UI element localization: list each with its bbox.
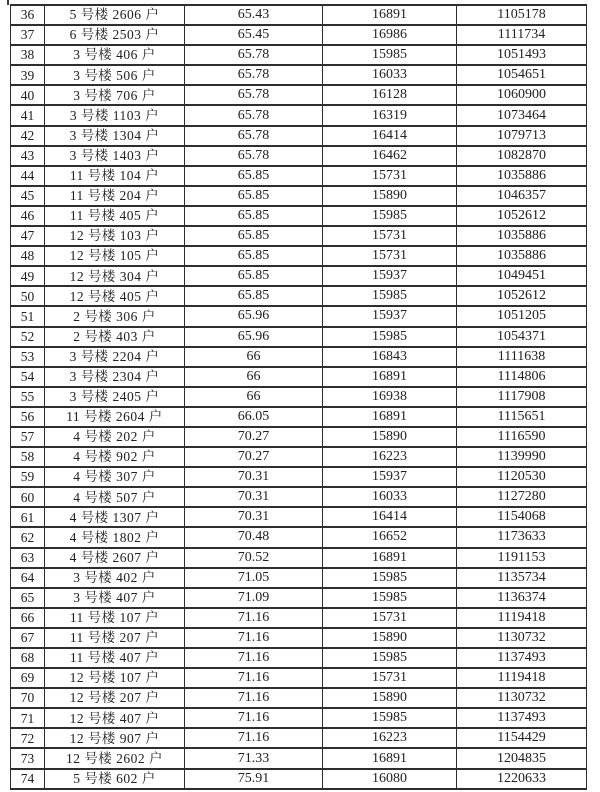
cell-name: 11 号楼 204 户 bbox=[45, 186, 185, 206]
cell-total: 1220633 bbox=[457, 769, 587, 789]
table-row bbox=[11, 286, 587, 306]
table-row bbox=[11, 266, 587, 286]
table-row bbox=[11, 327, 587, 347]
cell-area: 70.27 bbox=[185, 447, 323, 467]
cell-total: 1054371 bbox=[457, 327, 587, 347]
cell-price: 16986 bbox=[323, 25, 457, 45]
cell-num: 63 bbox=[11, 548, 45, 568]
cell-price: 15985 bbox=[323, 648, 457, 668]
cell-name: 4 号楼 902 户 bbox=[45, 447, 185, 467]
cell-area: 71.16 bbox=[185, 628, 323, 648]
cell-name: 12 号楼 2602 户 bbox=[45, 748, 185, 768]
cell-name: 3 号楼 406 户 bbox=[45, 45, 185, 65]
cell-area: 65.96 bbox=[185, 306, 323, 326]
cell-price: 16080 bbox=[323, 769, 457, 789]
cell-total: 1191153 bbox=[457, 548, 587, 568]
table-row bbox=[11, 568, 587, 588]
cell-total: 1051493 bbox=[457, 45, 587, 65]
table-row bbox=[11, 628, 587, 648]
cell-name: 3 号楼 506 户 bbox=[45, 65, 185, 85]
cell-price: 15731 bbox=[323, 246, 457, 266]
cell-area: 70.52 bbox=[185, 548, 323, 568]
cell-price: 15985 bbox=[323, 327, 457, 347]
cell-name: 11 号楼 107 户 bbox=[45, 608, 185, 628]
cell-total: 1052612 bbox=[457, 206, 587, 226]
cell-total: 1119418 bbox=[457, 608, 587, 628]
table-row bbox=[11, 246, 587, 266]
cell-total: 1120530 bbox=[457, 467, 587, 487]
cell-area: 65.78 bbox=[185, 45, 323, 65]
cropped-row-border-remnant bbox=[7, 0, 9, 5]
cell-num: 44 bbox=[11, 166, 45, 186]
cell-total: 1111638 bbox=[457, 347, 587, 367]
cell-price: 16652 bbox=[323, 527, 457, 547]
cell-price: 16891 bbox=[323, 367, 457, 387]
cell-name: 4 号楼 1307 户 bbox=[45, 507, 185, 527]
cell-area: 66 bbox=[185, 367, 323, 387]
table-row bbox=[11, 548, 587, 568]
table-row bbox=[11, 668, 587, 688]
cell-total: 1139990 bbox=[457, 447, 587, 467]
cell-num: 74 bbox=[11, 769, 45, 789]
cell-price: 15985 bbox=[323, 286, 457, 306]
cell-name: 12 号楼 405 户 bbox=[45, 286, 185, 306]
table-row bbox=[11, 527, 587, 547]
table-row bbox=[11, 206, 587, 226]
cell-total: 1060900 bbox=[457, 85, 587, 105]
cell-area: 65.45 bbox=[185, 25, 323, 45]
cell-total: 1119418 bbox=[457, 668, 587, 688]
cell-num: 43 bbox=[11, 146, 45, 166]
cell-total: 1154429 bbox=[457, 728, 587, 748]
cell-name: 3 号楼 1304 户 bbox=[45, 126, 185, 146]
cell-area: 66.05 bbox=[185, 407, 323, 427]
cell-num: 59 bbox=[11, 467, 45, 487]
cell-area: 65.96 bbox=[185, 327, 323, 347]
cell-price: 16462 bbox=[323, 146, 457, 166]
cell-name: 3 号楼 2304 户 bbox=[45, 367, 185, 387]
cell-num: 65 bbox=[11, 588, 45, 608]
cell-name: 3 号楼 2204 户 bbox=[45, 347, 185, 367]
cell-area: 66 bbox=[185, 347, 323, 367]
cell-price: 15937 bbox=[323, 467, 457, 487]
cell-name: 12 号楼 207 户 bbox=[45, 688, 185, 708]
table-row bbox=[11, 226, 587, 246]
price-table-body bbox=[11, 5, 587, 789]
cell-name: 12 号楼 103 户 bbox=[45, 226, 185, 246]
cell-total: 1111734 bbox=[457, 25, 587, 45]
cell-num: 58 bbox=[11, 447, 45, 467]
cell-price: 15985 bbox=[323, 708, 457, 728]
cell-num: 60 bbox=[11, 487, 45, 507]
cell-total: 1046357 bbox=[457, 186, 587, 206]
cell-area: 71.05 bbox=[185, 568, 323, 588]
cell-name: 3 号楼 706 户 bbox=[45, 85, 185, 105]
cell-price: 15985 bbox=[323, 568, 457, 588]
cell-total: 1130732 bbox=[457, 688, 587, 708]
cell-area: 71.16 bbox=[185, 608, 323, 628]
cell-price: 16891 bbox=[323, 548, 457, 568]
cell-area: 65.78 bbox=[185, 105, 323, 125]
table-row bbox=[11, 427, 587, 447]
cell-price: 15937 bbox=[323, 306, 457, 326]
cell-total: 1035886 bbox=[457, 246, 587, 266]
cell-num: 45 bbox=[11, 186, 45, 206]
cell-total: 1114806 bbox=[457, 367, 587, 387]
cell-num: 39 bbox=[11, 65, 45, 85]
cell-num: 53 bbox=[11, 347, 45, 367]
cell-price: 16223 bbox=[323, 728, 457, 748]
cell-name: 4 号楼 202 户 bbox=[45, 427, 185, 447]
cell-total: 1051205 bbox=[457, 306, 587, 326]
cell-total: 1035886 bbox=[457, 166, 587, 186]
cell-total: 1079713 bbox=[457, 126, 587, 146]
cell-num: 48 bbox=[11, 246, 45, 266]
cell-area: 71.09 bbox=[185, 588, 323, 608]
cell-price: 16033 bbox=[323, 65, 457, 85]
table-row bbox=[11, 105, 587, 125]
cell-area: 71.33 bbox=[185, 748, 323, 768]
table-row bbox=[11, 748, 587, 768]
cell-area: 65.78 bbox=[185, 146, 323, 166]
cell-area: 65.85 bbox=[185, 246, 323, 266]
cell-name: 12 号楼 107 户 bbox=[45, 668, 185, 688]
cell-price: 16891 bbox=[323, 5, 457, 25]
cell-price: 15890 bbox=[323, 186, 457, 206]
table-row bbox=[11, 186, 587, 206]
cell-price: 16033 bbox=[323, 487, 457, 507]
table-row bbox=[11, 126, 587, 146]
cell-name: 5 号楼 602 户 bbox=[45, 769, 185, 789]
cell-num: 38 bbox=[11, 45, 45, 65]
cell-total: 1173633 bbox=[457, 527, 587, 547]
cell-name: 12 号楼 304 户 bbox=[45, 266, 185, 286]
cell-name: 6 号楼 2503 户 bbox=[45, 25, 185, 45]
cell-num: 41 bbox=[11, 105, 45, 125]
cell-area: 65.85 bbox=[185, 166, 323, 186]
cell-num: 73 bbox=[11, 748, 45, 768]
table-row bbox=[11, 387, 587, 407]
cell-area: 70.31 bbox=[185, 487, 323, 507]
cell-total: 1049451 bbox=[457, 266, 587, 286]
cell-num: 40 bbox=[11, 85, 45, 105]
cell-name: 3 号楼 2405 户 bbox=[45, 387, 185, 407]
cell-name: 5 号楼 2606 户 bbox=[45, 5, 185, 25]
table-row bbox=[11, 769, 587, 789]
cell-total: 1054651 bbox=[457, 65, 587, 85]
cell-price: 16891 bbox=[323, 748, 457, 768]
cell-num: 56 bbox=[11, 407, 45, 427]
cell-area: 65.78 bbox=[185, 85, 323, 105]
cell-num: 64 bbox=[11, 568, 45, 588]
cell-name: 11 号楼 405 户 bbox=[45, 206, 185, 226]
cell-price: 16414 bbox=[323, 507, 457, 527]
cell-price: 15731 bbox=[323, 166, 457, 186]
cell-area: 65.78 bbox=[185, 65, 323, 85]
cell-name: 12 号楼 907 户 bbox=[45, 728, 185, 748]
cell-area: 65.78 bbox=[185, 126, 323, 146]
cell-name: 3 号楼 1103 户 bbox=[45, 105, 185, 125]
cell-price: 15731 bbox=[323, 608, 457, 628]
cell-total: 1154068 bbox=[457, 507, 587, 527]
cell-area: 71.16 bbox=[185, 708, 323, 728]
table-row bbox=[11, 467, 587, 487]
cell-num: 36 bbox=[11, 5, 45, 25]
cell-price: 15985 bbox=[323, 206, 457, 226]
cell-num: 67 bbox=[11, 628, 45, 648]
cell-total: 1052612 bbox=[457, 286, 587, 306]
table-row bbox=[11, 407, 587, 427]
cell-name: 2 号楼 403 户 bbox=[45, 327, 185, 347]
cell-num: 51 bbox=[11, 306, 45, 326]
table-row bbox=[11, 45, 587, 65]
cell-total: 1082870 bbox=[457, 146, 587, 166]
cell-num: 47 bbox=[11, 226, 45, 246]
cell-area: 65.85 bbox=[185, 206, 323, 226]
housing-price-table bbox=[10, 4, 587, 790]
cell-name: 11 号楼 407 户 bbox=[45, 648, 185, 668]
table-row bbox=[11, 588, 587, 608]
cell-num: 61 bbox=[11, 507, 45, 527]
cell-area: 75.91 bbox=[185, 769, 323, 789]
cell-name: 12 号楼 407 户 bbox=[45, 708, 185, 728]
cell-price: 16843 bbox=[323, 347, 457, 367]
cell-total: 1135734 bbox=[457, 568, 587, 588]
cell-num: 62 bbox=[11, 527, 45, 547]
table-row bbox=[11, 347, 587, 367]
cell-total: 1117908 bbox=[457, 387, 587, 407]
cell-num: 57 bbox=[11, 427, 45, 447]
cell-num: 50 bbox=[11, 286, 45, 306]
cell-name: 3 号楼 1403 户 bbox=[45, 146, 185, 166]
table-row bbox=[11, 507, 587, 527]
cell-price: 16223 bbox=[323, 447, 457, 467]
cell-name: 3 号楼 407 户 bbox=[45, 588, 185, 608]
cell-price: 16891 bbox=[323, 407, 457, 427]
cell-area: 65.85 bbox=[185, 186, 323, 206]
cell-name: 3 号楼 402 户 bbox=[45, 568, 185, 588]
cell-price: 16128 bbox=[323, 85, 457, 105]
cell-area: 65.85 bbox=[185, 266, 323, 286]
cell-price: 15937 bbox=[323, 266, 457, 286]
table-row bbox=[11, 487, 587, 507]
cell-num: 72 bbox=[11, 728, 45, 748]
cell-total: 1137493 bbox=[457, 648, 587, 668]
cell-name: 4 号楼 2607 户 bbox=[45, 548, 185, 568]
cell-num: 46 bbox=[11, 206, 45, 226]
cell-area: 71.16 bbox=[185, 648, 323, 668]
table-row bbox=[11, 166, 587, 186]
table-row bbox=[11, 65, 587, 85]
table-row bbox=[11, 648, 587, 668]
cell-area: 71.16 bbox=[185, 688, 323, 708]
cell-total: 1130732 bbox=[457, 628, 587, 648]
cell-price: 15890 bbox=[323, 628, 457, 648]
cell-price: 15985 bbox=[323, 45, 457, 65]
cell-area: 66 bbox=[185, 387, 323, 407]
cell-area: 71.16 bbox=[185, 668, 323, 688]
table-row bbox=[11, 688, 587, 708]
table-row bbox=[11, 708, 587, 728]
cell-num: 42 bbox=[11, 126, 45, 146]
cell-price: 16938 bbox=[323, 387, 457, 407]
cell-area: 71.16 bbox=[185, 728, 323, 748]
table-row bbox=[11, 728, 587, 748]
cell-total: 1105178 bbox=[457, 5, 587, 25]
table-row bbox=[11, 367, 587, 387]
cell-total: 1127280 bbox=[457, 487, 587, 507]
cell-price: 16414 bbox=[323, 126, 457, 146]
cell-num: 49 bbox=[11, 266, 45, 286]
cell-area: 65.43 bbox=[185, 5, 323, 25]
cell-name: 11 号楼 207 户 bbox=[45, 628, 185, 648]
cell-total: 1137493 bbox=[457, 708, 587, 728]
cell-name: 12 号楼 105 户 bbox=[45, 246, 185, 266]
cell-area: 65.85 bbox=[185, 226, 323, 246]
cell-name: 4 号楼 307 户 bbox=[45, 467, 185, 487]
cell-total: 1204835 bbox=[457, 748, 587, 768]
cell-price: 15731 bbox=[323, 668, 457, 688]
cell-num: 68 bbox=[11, 648, 45, 668]
cell-area: 70.31 bbox=[185, 467, 323, 487]
cell-area: 70.27 bbox=[185, 427, 323, 447]
cell-area: 70.31 bbox=[185, 507, 323, 527]
cell-price: 16319 bbox=[323, 105, 457, 125]
cell-total: 1116590 bbox=[457, 427, 587, 447]
cell-area: 65.85 bbox=[185, 286, 323, 306]
cell-num: 66 bbox=[11, 608, 45, 628]
cell-name: 4 号楼 507 户 bbox=[45, 487, 185, 507]
cell-num: 52 bbox=[11, 327, 45, 347]
cell-num: 70 bbox=[11, 688, 45, 708]
cell-price: 15890 bbox=[323, 688, 457, 708]
cell-price: 15731 bbox=[323, 226, 457, 246]
table-row bbox=[11, 85, 587, 105]
table-row bbox=[11, 25, 587, 45]
table-row bbox=[11, 306, 587, 326]
cell-price: 15985 bbox=[323, 588, 457, 608]
table-row bbox=[11, 146, 587, 166]
cell-price: 15890 bbox=[323, 427, 457, 447]
cell-num: 71 bbox=[11, 708, 45, 728]
cell-name: 4 号楼 1802 户 bbox=[45, 527, 185, 547]
cell-num: 55 bbox=[11, 387, 45, 407]
cell-name: 2 号楼 306 户 bbox=[45, 306, 185, 326]
cell-num: 69 bbox=[11, 668, 45, 688]
cell-num: 54 bbox=[11, 367, 45, 387]
cell-num: 37 bbox=[11, 25, 45, 45]
cell-total: 1136374 bbox=[457, 588, 587, 608]
table-row bbox=[11, 5, 587, 25]
table-row bbox=[11, 608, 587, 628]
table-row bbox=[11, 447, 587, 467]
cell-name: 11 号楼 2604 户 bbox=[45, 407, 185, 427]
cell-total: 1035886 bbox=[457, 226, 587, 246]
cell-name: 11 号楼 104 户 bbox=[45, 166, 185, 186]
cell-total: 1115651 bbox=[457, 407, 587, 427]
cell-total: 1073464 bbox=[457, 105, 587, 125]
cell-area: 70.48 bbox=[185, 527, 323, 547]
